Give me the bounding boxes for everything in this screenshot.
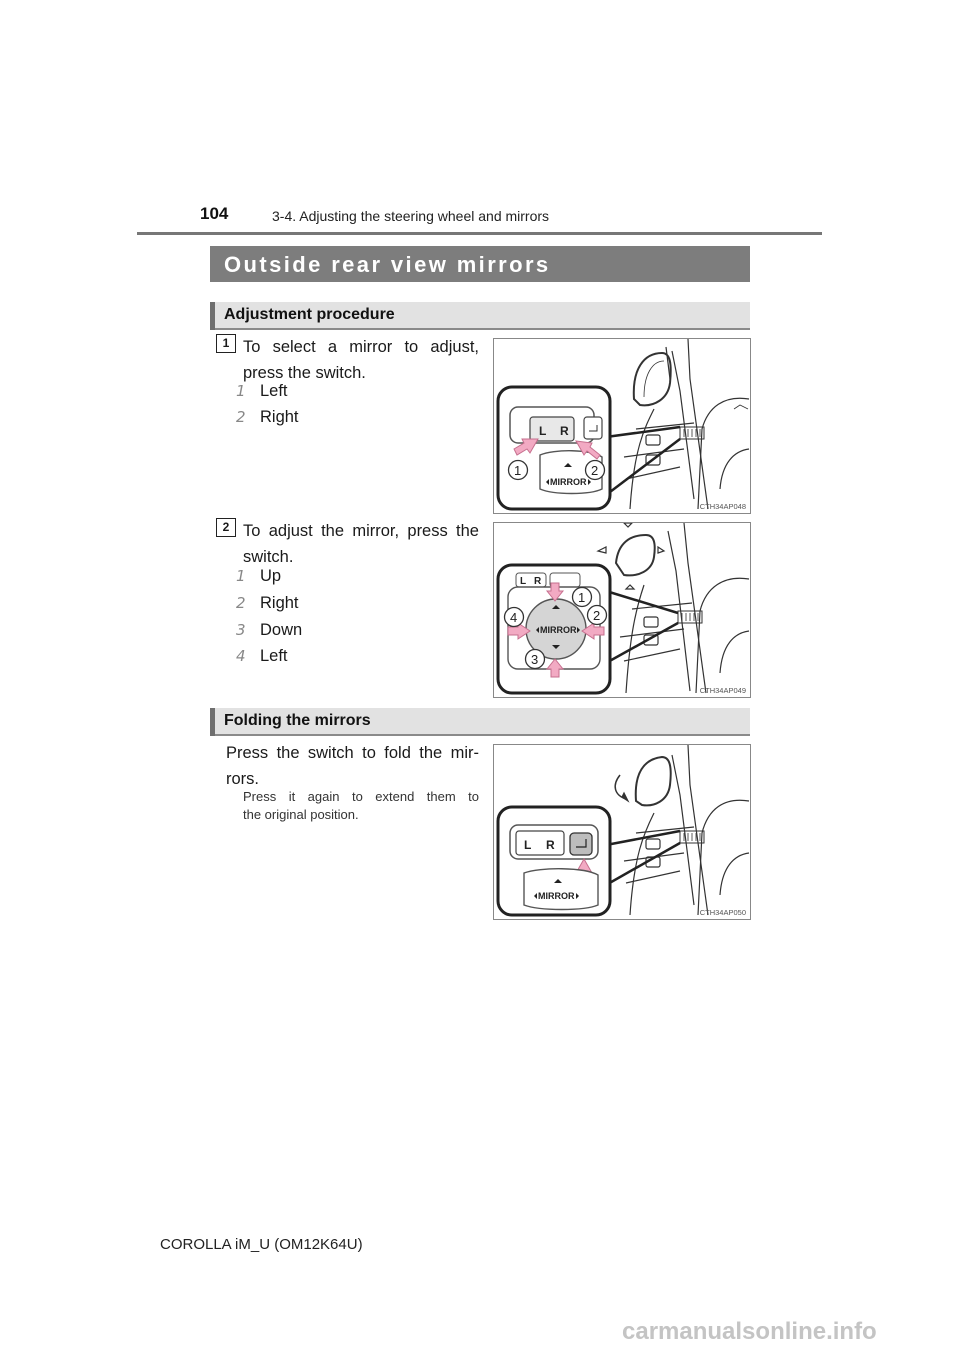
list-label: Right	[260, 594, 299, 612]
illustration-mirror-select	[494, 339, 750, 513]
list-number: 2	[236, 594, 246, 612]
list-label: Down	[260, 621, 303, 639]
section-title: Outside rear view mirrors	[224, 252, 551, 277]
callout-3: 3	[531, 652, 539, 667]
step-2-line-1: To adjust the mirror, press the	[243, 522, 479, 540]
step-badge-1: 1	[216, 334, 236, 353]
section-bar	[210, 246, 750, 282]
step-badge-2: 2	[216, 518, 236, 537]
list-label: Right	[260, 408, 299, 426]
callout-2: 2	[591, 463, 599, 478]
label-mirror: MIRROR	[538, 891, 575, 901]
figure-mirror-select	[493, 338, 751, 514]
callout-1: 1	[514, 463, 522, 478]
header-rule	[137, 232, 822, 235]
page-number: 104	[200, 204, 229, 223]
list-number: 4	[236, 647, 246, 665]
step-1-line-2: press the switch.	[243, 364, 366, 382]
callout-4: 4	[510, 610, 518, 625]
subsection-title-adjustment: Adjustment procedure	[224, 306, 395, 323]
subsection-title-folding: Folding the mirrors	[224, 712, 371, 729]
figure-code: CTH34AP049	[699, 686, 746, 695]
folding-note-line-1: Press it again to extend them to	[243, 789, 479, 804]
label-l: L	[520, 576, 527, 587]
figure-mirror-fold	[493, 744, 751, 920]
chapter-title: 3-4. Adjusting the steering wheel and mirrors	[272, 208, 550, 224]
folding-note	[243, 788, 479, 824]
subsection-bar-folding	[210, 708, 750, 736]
folding-text	[226, 740, 479, 792]
folding-line-1: Press the switch to fold the mir-	[226, 744, 479, 762]
folding-note-line-2: the original position.	[243, 807, 359, 822]
list-item	[236, 408, 299, 430]
list-item	[236, 621, 302, 643]
label-l: L	[539, 424, 547, 438]
callout-2: 2	[593, 608, 601, 623]
list-item	[236, 382, 288, 404]
watermark: carmanualsonline.info	[622, 1318, 877, 1345]
label-r: R	[560, 424, 569, 438]
illustration-mirror-fold	[494, 745, 750, 919]
label-r: R	[534, 576, 542, 587]
list-label: Up	[260, 567, 282, 585]
illustration-mirror-adjust	[494, 523, 750, 697]
list-number: 2	[236, 408, 246, 426]
list-number: 1	[236, 567, 246, 585]
list-label: Left	[260, 647, 288, 665]
label-r: R	[546, 838, 555, 852]
list-item	[236, 594, 299, 616]
figure-code: CTH34AP050	[699, 908, 746, 917]
label-mirror: MIRROR	[540, 625, 577, 635]
figure-code: CTH34AP048	[699, 502, 746, 511]
subsection-bar-adjustment	[210, 302, 750, 330]
step-2-text	[243, 518, 479, 570]
step-2-line-2: switch.	[243, 548, 294, 566]
list-item	[236, 567, 281, 589]
label-l: L	[524, 838, 532, 852]
figure-mirror-adjust	[493, 522, 751, 698]
list-label: Left	[260, 382, 288, 400]
footer-model: COROLLA iM_U (OM12K64U)	[160, 1236, 363, 1253]
step-1-line-1: To select a mirror to adjust,	[243, 338, 479, 356]
list-number: 1	[236, 382, 246, 400]
step-1-text	[243, 334, 479, 386]
list-item	[236, 647, 288, 669]
label-mirror: MIRROR	[550, 477, 587, 487]
list-number: 3	[236, 621, 246, 639]
folding-line-2: rors.	[226, 770, 259, 788]
callout-1: 1	[578, 590, 586, 605]
